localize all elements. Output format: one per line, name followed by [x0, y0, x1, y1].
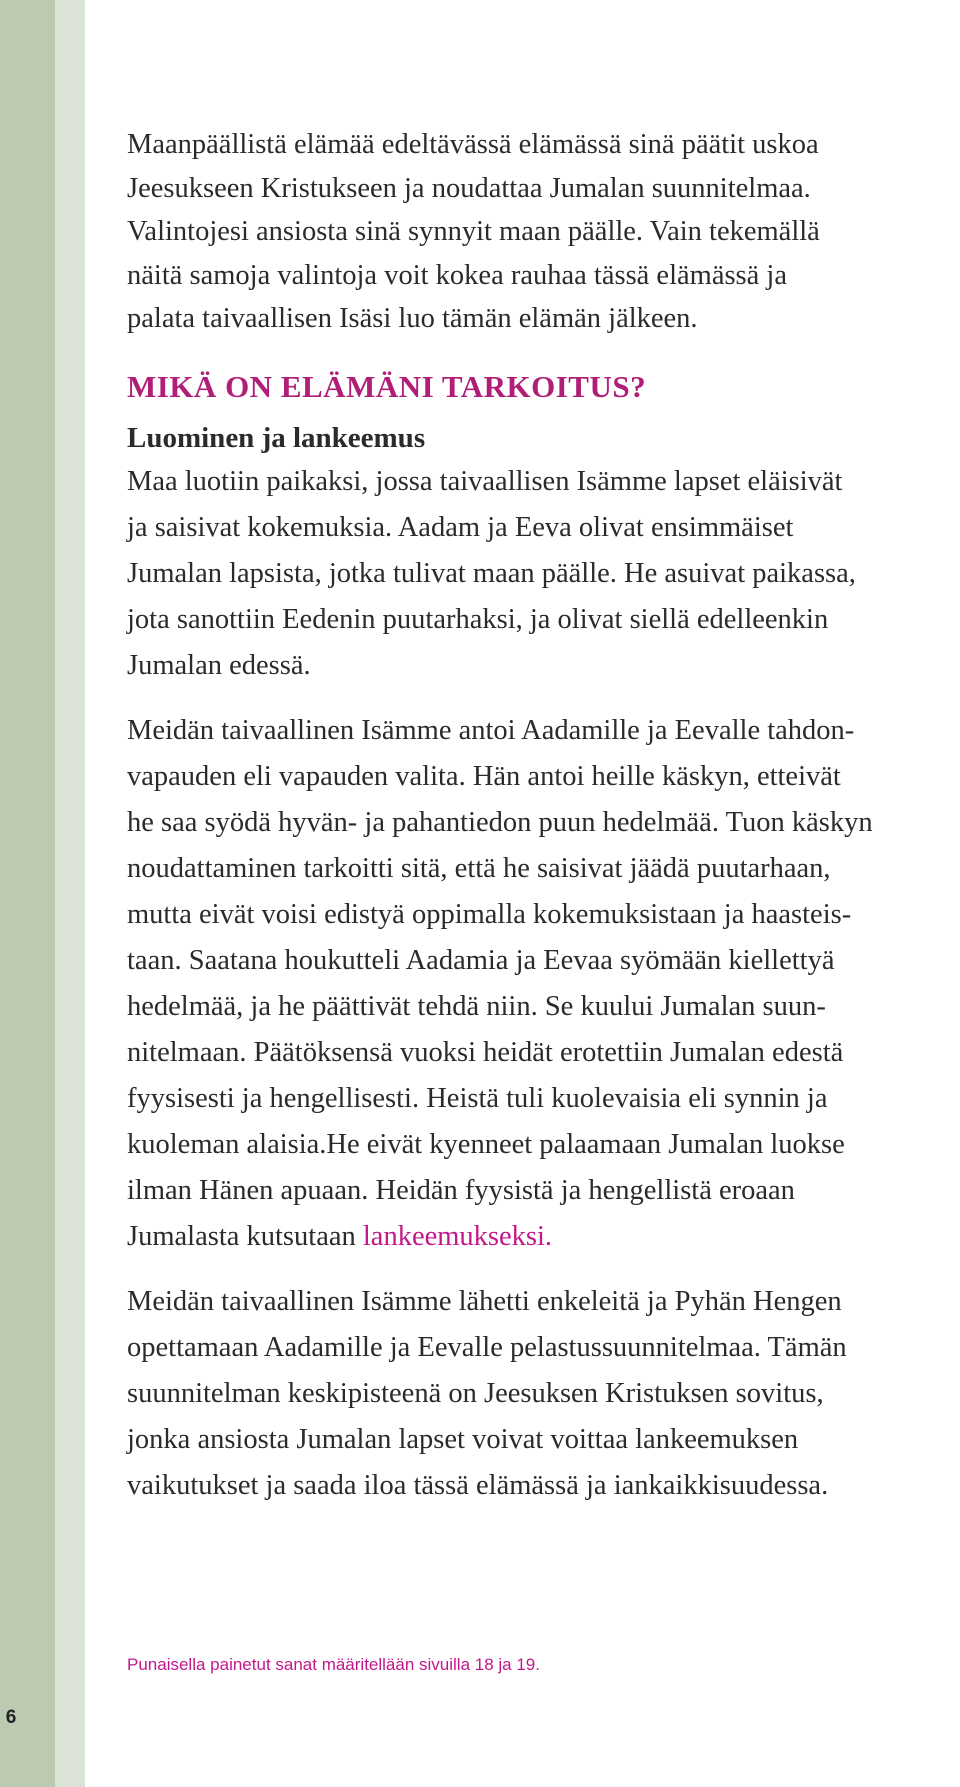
page-number: 6	[5, 1707, 17, 1728]
intro-line: Maanpäällistä elämää edeltävässä elämässä sinä päätit uskoa	[127, 129, 819, 160]
text-line: Jumalan lapsista, jotka tulivat maan päälle. He asuivat paikassa,	[127, 557, 856, 589]
text-line: he saa syödä hyvän- ja pahantiedon puun hedelmää. Tuon käskyn	[127, 806, 873, 838]
intro-line: näitä samoja valintoja voit kokea rauhaa tässä elämässä ja	[127, 259, 787, 291]
text-line: kuoleman alaisia.He eivät kyenneet palaamaan Jumalan luokse	[127, 1128, 845, 1160]
text-line: nitelmaan. Päätöksensä vuoksi heidät erotettiin Jumalan edestä	[127, 1036, 844, 1068]
text-line: suunnitelman keskipisteenä on Jeesuksen Kristuksen sovitus,	[127, 1377, 824, 1409]
section-subheading: Luominen ja lankeemus	[127, 421, 426, 454]
text-line: jonka ansiosta Jumalan lapset voivat voittaa lankeemuksen	[127, 1423, 799, 1455]
page-content	[127, 123, 960, 1509]
glossary-term-link[interactable]: lankeemukseksi.	[362, 1220, 553, 1252]
text-line: jota sanottiin Eedenin puutarhaksi, ja olivat siellä edelleenkin	[127, 603, 829, 635]
text-line: ilman Hänen apuaan. Heidän fyysistä ja hengellistä eroaan	[127, 1174, 795, 1206]
text-line: vapauden eli vapauden valita. Hän antoi heille käskyn, etteivät	[127, 760, 841, 792]
side-stripe-light	[55, 0, 85, 1787]
text-line: Meidän taivaallinen Isämme antoi Aadamille ja Eevalle tahdon-	[127, 714, 855, 746]
text-line: Jumalasta kutsutaan	[127, 1220, 363, 1252]
paragraph-plan	[127, 1279, 960, 1509]
intro-line: palata taivaallisen Isäsi luo tämän elämän jälkeen.	[127, 303, 698, 334]
text-line: hedelmää, ja he päättivät tehdä niin. Se kuului Jumalan suun-	[127, 990, 826, 1022]
intro-line: Valintojesi ansiosta sinä synnyit maan päälle. Vain tekemällä	[127, 216, 820, 247]
intro-line: Jeesukseen Kristukseen ja noudattaa Jumalan suunnitelmaa.	[127, 172, 811, 204]
paragraph-agency	[127, 708, 960, 1260]
section-heading: MIKÄ ON ELÄMÄNI TARKOITUS?	[127, 368, 647, 404]
text-line: taan. Saatana houkutteli Aadamia ja Eevaa syömään kiellettyä	[127, 944, 835, 976]
footnote: Punaisella painetut sanat määritellään sivuilla 18 ja 19.	[127, 1655, 540, 1674]
intro-paragraph	[127, 123, 957, 341]
side-stripe-dark	[0, 0, 55, 1787]
text-line: opettamaan Aadamille ja Eevalle pelastussuunnitelmaa. Tämän	[127, 1331, 847, 1363]
text-line: vaikutukset ja saada iloa tässä elämässä ja iankaikkisuudessa.	[127, 1469, 829, 1501]
text-line: fyysisesti ja hengellisesti. Heistä tuli kuolevaisia eli synnin ja	[127, 1082, 828, 1114]
text-line: Meidän taivaallinen Isämme lähetti enkeleitä ja Pyhän Hengen	[127, 1285, 842, 1317]
text-line: noudattaminen tarkoitti sitä, että he saisivat jäädä puutarhaan,	[127, 852, 831, 884]
text-line: ja saisivat kokemuksia. Aadam ja Eeva olivat ensimmäiset	[127, 511, 794, 543]
text-line: mutta eivät voisi edistyä oppimalla kokemuksistaan ja haasteis-	[127, 898, 852, 930]
paragraph-creation	[127, 459, 960, 689]
text-line: Maa luotiin paikaksi, jossa taivaallisen Isämme lapset eläisivät	[127, 465, 843, 497]
text-line: Jumalan edessä.	[127, 649, 311, 681]
